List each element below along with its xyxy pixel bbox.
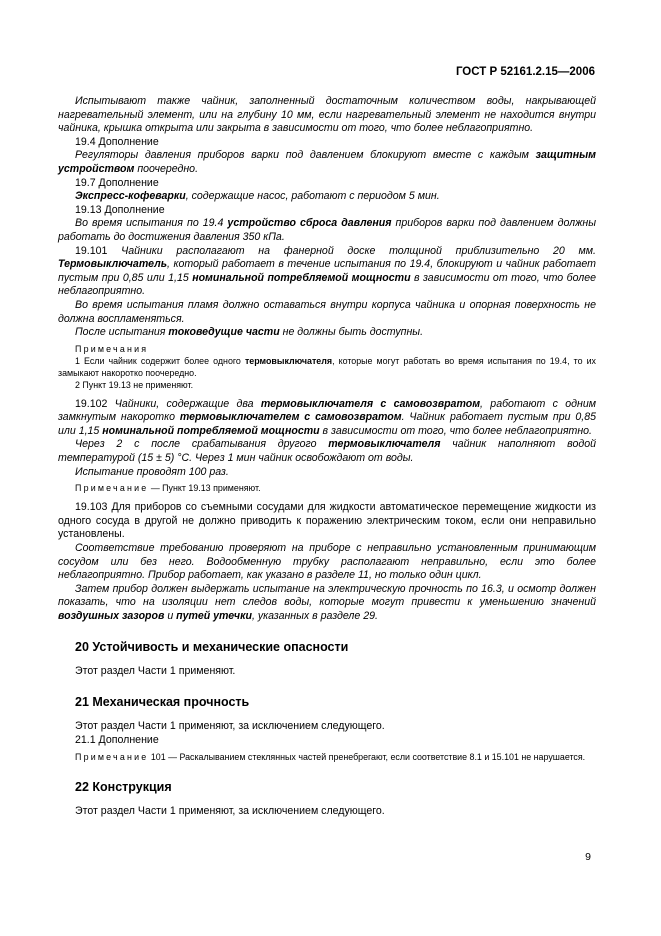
note: Примечание — Пункт 19.13 применяют. (75, 483, 261, 494)
subclause-heading: 19.4 Дополнение (75, 135, 159, 148)
section-heading-21: 21 Механическая прочность (75, 695, 250, 710)
paragraph: Этот раздел Части 1 применяют, за исключением следующего. (75, 720, 385, 733)
defined-term: номинальной потребляемой мощности (102, 424, 320, 437)
note: 1 Если чайник содержит более одного термовыключателя, которые могут работать во время испытания по 19.4, то их замыкают накоротко поочередно. (58, 355, 596, 378)
defined-term: воздушных зазоров (58, 610, 165, 622)
note: Примечание 101 — Раскалыванием стеклянных частей пренебрегают, если соответствие 8.1 и 15.101 не нарушается. (75, 752, 586, 763)
paragraph: Соответствие требованию проверяют на приборе с неправильно установленным принимающим сосудом или без него. Водообменную трубку располагают неправильно, если это более неблагоприятно. Прибор работает, как указано в разделе 11, но только один цикл. (58, 542, 596, 582)
subclause-heading: 19.7 Дополнение (75, 176, 159, 189)
defined-term: термовыключателем с самовозвратом (179, 411, 402, 424)
paragraph: 19.103 Для приборов со съемными сосудами для жидкости автоматическое перемещение жидкости из одного сосуда в другой не должно приводить к поражению электрическим током, если они неправильно установлены. (58, 501, 596, 541)
paragraph: Испытывают также чайник, заполненный достаточным количеством воды, накрывающей нагревательный элемент, или на глубину 10 мм, если нагревательный элемент не находится внутри чайника, крышка открыта или закрыта в зависимости от того, что более неблагоприятно. (58, 95, 596, 135)
subclause-heading: 21.1 Дополнение (75, 733, 159, 746)
notes-label: Примечания (75, 343, 149, 354)
document-id: ГОСТ Р 52161.2.15—2006 (455, 66, 595, 78)
paragraph: 19.102 Чайники, содержащие два термовыключателя с самовозвратом, работают с одним замкнутым накоротко термовыключателем с самовозвратом. Чайник работает пустым при 0,85 или 1,15 номинальной потребляемой мощности в зависимости от того, что более неблагоприятно. (58, 397, 596, 437)
note: 2 Пункт 19.13 не применяют. (75, 379, 194, 390)
clause-number: 19.101 (75, 244, 122, 257)
page-number: 9 (585, 851, 591, 863)
paragraph: Этот раздел Части 1 применяют, за исключением следующего. (75, 805, 385, 818)
defined-term: термовыключателя (244, 355, 333, 366)
defined-term: устройство сброса давления (227, 217, 392, 230)
clause-number: 19.102 (75, 397, 115, 410)
paragraph: Экспресс-кофеварки, содержащие насос, работают с периодом 5 мин. (75, 190, 440, 203)
defined-term: термовыключателя с самовозвратом (260, 397, 481, 410)
paragraph: Через 2 с после срабатывания другого термовыключателя чайник наполняют водой температурой (15 ± 5) °С. Через 1 мин чайник освобождают от воды. (58, 438, 597, 465)
section-heading-22: 22 Конструкция (75, 780, 172, 795)
paragraph: Затем прибор должен выдержать испытание на электрическую прочность по 16.3, и осмотр должен показать, что на изоляции нет следов воды, которые могут привести к уменьшению значений воздушных зазоров и путей утечки, указанных в разделе 29. (58, 582, 596, 622)
defined-term: защитным устройством (58, 149, 596, 175)
paragraph: После испытания токоведущие части не должны быть доступны. (75, 326, 424, 339)
paragraph: 19.101 Чайники располагают на фанерной доске толщиной приблизительно 20 мм. Термовыключатель, который работает в течение испытания по 19.4, блокируют и чайник работает пустым при 0,85 или 1,15 номинальной потребляемой мощности в зависимости от того, что более неблагоприятно. (58, 244, 597, 298)
defined-term: токоведущие части (168, 326, 280, 339)
defined-term: Термовыключатель (58, 258, 168, 271)
defined-term: Экспресс-кофеварки (75, 190, 186, 203)
document-body (58, 95, 596, 819)
defined-term: путей утечки (176, 610, 252, 622)
paragraph: Испытание проводят 100 раз. (75, 465, 229, 478)
paragraph: Регуляторы давления приборов варки под давлением блокируют вместе с каждым защитным устройством поочередно. (58, 149, 596, 175)
paragraph: Во время испытания по 19.4 устройство сброса давления приборов варки под давлением должны работать до достижения давления 350 кПа. (58, 217, 597, 243)
subclause-heading: 19.13 Дополнение (75, 203, 165, 216)
paragraph: Этот раздел Части 1 применяют. (75, 664, 236, 677)
defined-term: номинальной потребляемой мощности (192, 271, 411, 284)
defined-term: термовыключателя (328, 438, 441, 451)
section-heading-20: 20 Устойчивость и механические опасности (75, 639, 349, 654)
paragraph: Во время испытания пламя должно оставаться внутри корпуса чайника и опорная поверхность не должна воспламеняться. (58, 298, 596, 325)
